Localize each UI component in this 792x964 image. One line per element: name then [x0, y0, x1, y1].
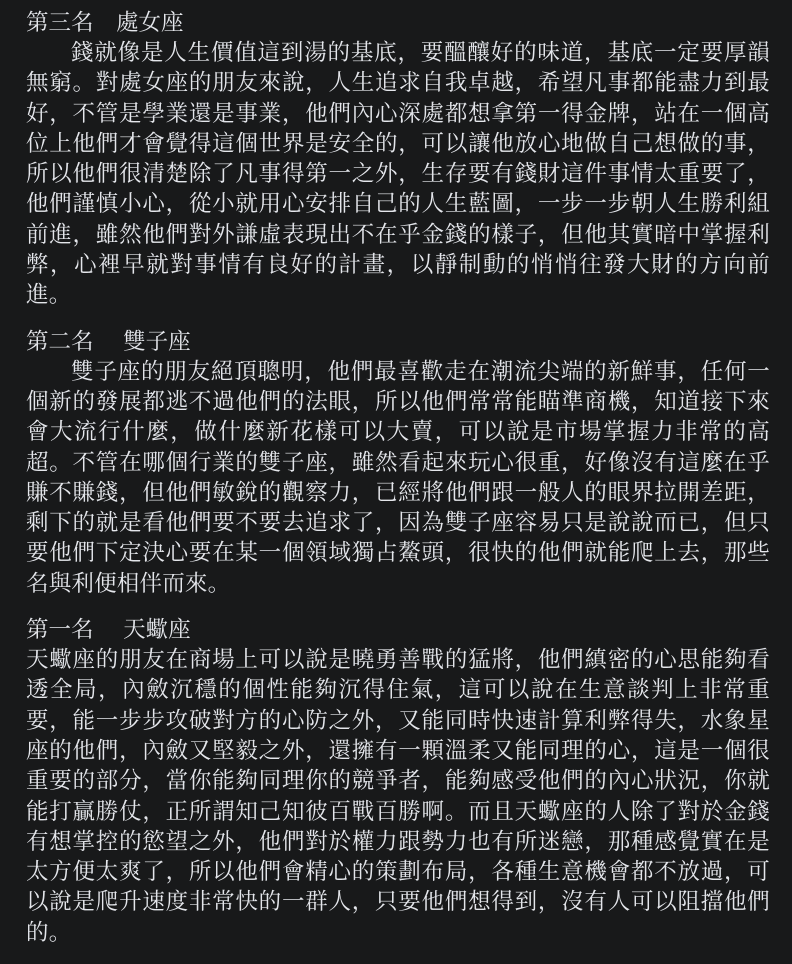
section-title: 第二名 雙子座: [26, 328, 191, 355]
section-body: 錢就像是人生價值這到湯的基底，要醞釀好的味道，基底一定要厚韻無窮。對處女座的朋友來說，人生追求自我卓越，希望凡事都能盡力到最好，不管是學業還是事業，他們內心深處都想拿第一得金牌，站在一個高位上他們才會覺得這個世界是安全的，可以讓他放心地做自己想做的事，所以他們很清楚除了凡事得第一之外，生存要有錢財這件事情太重要了，他們謹慎小心，從小就用心安排自己的人生藍圖，一步一步朝人生勝利組前進，雖然他們對外謙虛表現出不在乎金錢的樣子，但他其實暗中掌握利弊，心裡早就對事情有良好的計畫，以靜制動的悄悄往發大財的方向前進。: [26, 40, 770, 309]
section-scorpio: [26, 615, 770, 948]
section-body: 雙子座的朋友絕頂聰明，他們最喜歡走在潮流尖端的新鮮事，任何一個新的發展都逃不過他們的法眼，所以他們常常能瞄準商機，知道接下來會大流行什麼，做什麼新花樣可以大賣，可以說是市場掌握力非常的高超。不管在哪個行業的雙子座，雖然看起來玩心很重，好像沒有這麼在乎賺不賺錢，但他們敏銳的觀察力，已經將他們跟一般人的眼界拉開差距，剩下的就是看他們要不要去追求了，因為雙子座容易只是說說而已，但只要他們下定決心要在某一個領域獨占鰲頭，很快的他們就能爬上去，那些名與利便相伴而來。: [26, 358, 770, 597]
section-virgo: [26, 8, 770, 311]
section-body: 天蠍座的朋友在商場上可以說是曉勇善戰的猛將，他們縝密的心思能夠看透全局，內斂沉穩的個性能夠沉得住氣，這可以說在生意談判上非常重要，能一步步攻破對方的心防之外，又能同時快速計算利弊得失，水象星座的他們，內斂又堅毅之外，還擁有一顆溫柔又能同理的心，這是一個很重要的部分，當你能夠同理你的競爭者，能夠感受他們的內心狀況，你就能打贏勝仗，正所謂知己知彼百戰百勝啊。而且天蠍座的人除了對於金錢有想掌控的慾望之外，他們對於權力跟勢力也有所迷戀，那種感覺實在是太方便太爽了，所以他們會精心的策劃布局，各種生意機會都不放過，可以說是爬升速度非常快的一群人，只要他們想得到，沒有人可以阻擋他們的。: [26, 647, 770, 946]
section-title: 第一名 天蠍座: [26, 617, 191, 644]
section-title: 第三名 處女座: [26, 10, 184, 36]
article-content: [26, 8, 770, 964]
section-gemini: [26, 327, 770, 599]
